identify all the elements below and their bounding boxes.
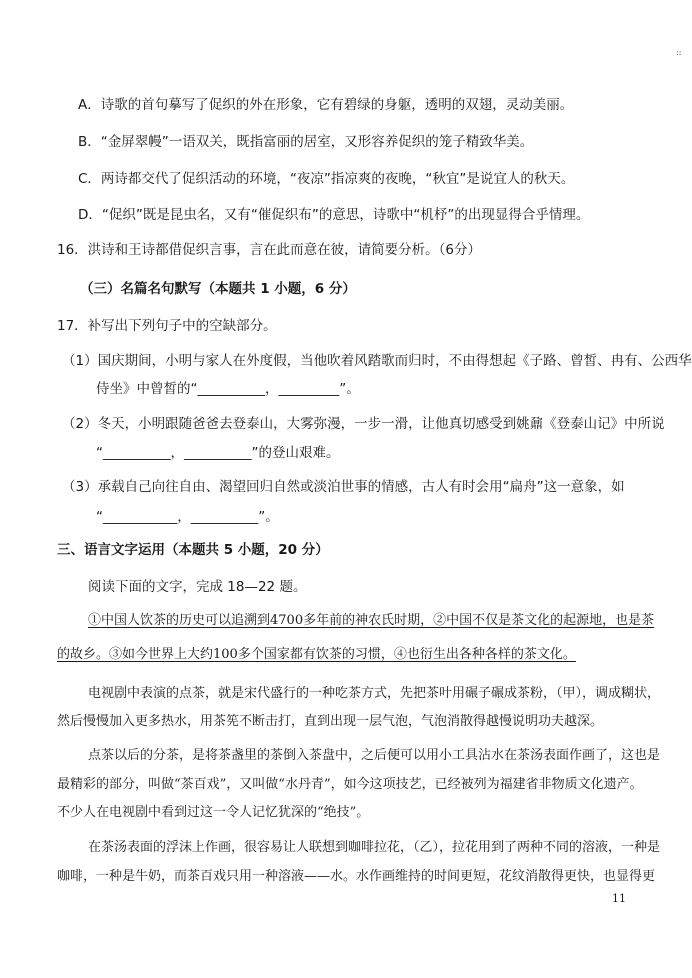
paragraph-line: 不少人在电视剧中看到过这一令人记忆犹深的“绝技”。	[57, 805, 370, 820]
part-heading-language-use: 三、语言文字运用（本题共 5 小题，20 分）	[57, 542, 329, 558]
q17-item-2-line1: （2）冬天，小明跟随爸爸去登泰山，大雾弥漫，一步一滑，让他真切感受到姚鼐《登泰山记》中所说	[62, 416, 665, 432]
underlined-line-1: ①中国人饮茶的历史可以追溯到4700多年前的神农氏时期，②中国不仅是茶文化的起源地，也是茶	[88, 613, 655, 628]
reading-intro: 阅读下面的文字，完成 18—22 题。	[88, 579, 307, 595]
paragraph-line: 最精彩的部分，叫做“茶百戏”，又叫做“水丹青”，如今这项技艺，已经被列为福建省非物质文化遗产。	[57, 777, 643, 792]
section-heading-memorization: （三）名篇名句默写（本题共 1 小题，6 分）	[80, 281, 356, 297]
option-b: B．“金屏翠幔”一语双关，既指富丽的居室，又形容养促织的笼子精致华美。	[78, 134, 534, 150]
q17-item-3-line1: （3）承载自己向往自由、渴望回归自然或淡泊世事的情感，古人有时会用“扁舟”这一意象，如	[62, 479, 625, 495]
paragraph-line: 然后慢慢加入更多热水，用茶筅不断击打，直到出现一层气泡，气泡消散得越慢说明功夫越深。	[57, 714, 604, 729]
corner-mark: ::	[676, 48, 682, 57]
paragraph-line: 点茶以后的分茶，是将茶盏里的茶倒入茶盘中，之后便可以用小工具沾水在茶汤表面作画了，这也是	[88, 748, 661, 763]
q17-item-1-line1: （1）国庆期间，小明与家人在外度假，当他吹着风踏歌而归时，不由得想起《子路、曾皙、冉有、公西华	[62, 353, 692, 369]
q17-item-2-line2: “__________，__________”的登山艰难。	[96, 445, 340, 461]
option-c: C．两诗都交代了促织活动的环境，“夜凉”指凉爽的夜晚，“秋宜”是说宜人的秋天。	[78, 171, 575, 187]
paragraph-line: 咖啡，一种是牛奶，而茶百戏只用一种溶液——水。水作画维持的时间更短，花纹消散得更快，也显得更	[57, 869, 656, 884]
question-17: 17．补写出下列句子中的空缺部分。	[57, 318, 277, 334]
q17-item-1-line2: 侍坐》中曾皙的“__________，_________”。	[96, 381, 360, 397]
underlined-line-2: 的故乡。③如今世界上大约100多个国家都有饮茶的习惯，④也衍生出各种各样的茶文化。	[57, 647, 576, 662]
q17-item-3-line2: “___________，__________”。	[96, 509, 279, 525]
paragraph-line: 电视剧中表演的点茶，就是宋代盛行的一种吃茶方式，先把茶叶用碾子碾成茶粉，（甲），调成糊状，	[88, 686, 661, 701]
paragraph-line: 在茶汤表面的浮沫上作画，很容易让人联想到咖啡拉花，（乙），拉花用到了两种不同的溶液，一种是	[88, 840, 661, 855]
option-a: A．诗歌的首句摹写了促织的外在形象，它有碧绿的身躯，透明的双翅，灵动美丽。	[78, 97, 574, 113]
question-16: 16．洪诗和王诗都借促织言事，言在此而意在彼，请简要分析。（6分）	[57, 242, 482, 258]
option-d: D．“促织”既是昆虫名，又有“催促织布”的意思，诗歌中“机杼”的出现显得合乎情理。	[78, 207, 590, 223]
page-number: 11	[612, 892, 626, 905]
